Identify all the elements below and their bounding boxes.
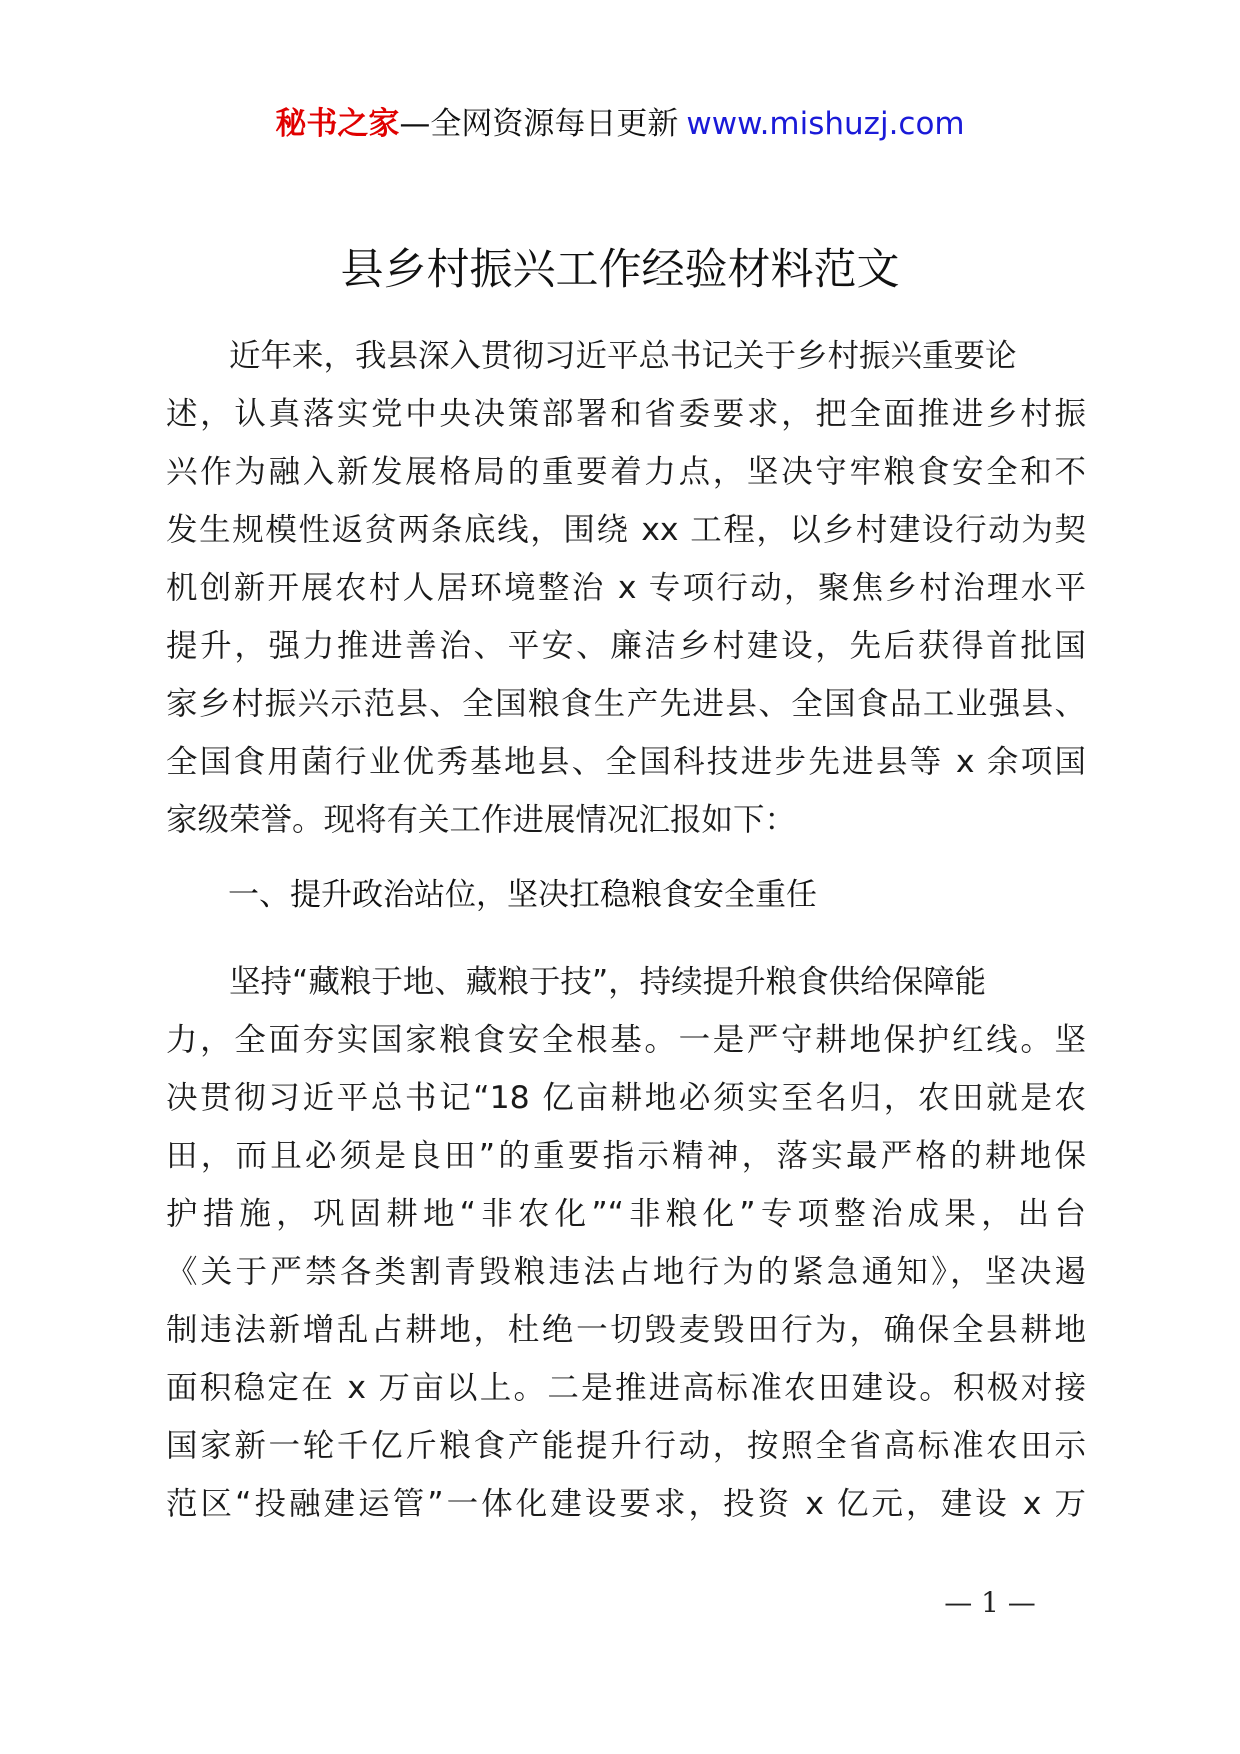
paragraph-line: 近年来，我县深入贯彻习近平总书记关于乡村振兴重要论: [229, 338, 1017, 374]
paragraph-line: 国家新一轮千亿斤粮食产能提升行动，按照全省高标准农田示: [166, 1428, 1086, 1464]
paragraph-line: 坚持“藏粮于地、藏粮于技”，持续提升粮食供给保障能: [229, 964, 987, 1000]
paragraph-line: 述，认真落实党中央决策部署和省委要求，把全面推进乡村振: [166, 396, 1086, 432]
site-header: [0, 100, 1240, 148]
paragraph-line: 护措施，巩固耕地“非农化”“非粮化”专项整治成果，出台: [166, 1196, 1086, 1232]
paragraph-line: 田，而且必须是良田”的重要指示精神，落实最严格的耕地保: [166, 1138, 1086, 1174]
paragraph-line: 全国食用菌行业优秀基地县、全国科技进步先进县等 x 余项国: [166, 744, 1086, 780]
paragraph-line: 制违法新增乱占耕地，杜绝一切毁麦毁田行为，确保全县耕地: [166, 1312, 1086, 1348]
paragraph-line: 兴作为融入新发展格局的重要着力点，坚决守牢粮食安全和不: [166, 454, 1086, 490]
paragraph-line: 提升，强力推进善治、平安、廉洁乡村建设，先后获得首批国: [166, 628, 1086, 664]
paragraph-line: 决贯彻习近平总书记“18 亿亩耕地必须实至名归，农田就是农: [166, 1080, 1086, 1116]
site-url-link[interactable]: www.mishuzj.com: [686, 106, 965, 142]
paragraph-line: 机创新开展农村人居环境整治 x 专项行动，聚焦乡村治理水平: [166, 570, 1086, 606]
page-number: — 1 —: [944, 1586, 1036, 1619]
paragraph-line: 发生规模性返贫两条底线，围绕 xx 工程，以乡村建设行动为契: [166, 512, 1086, 548]
paragraph-line: 力，全面夯实国家粮食安全根基。一是严守耕地保护红线。坚: [166, 1022, 1086, 1058]
paragraph-line: 面积稳定在 x 万亩以上。二是推进高标准农田建设。积极对接: [166, 1370, 1086, 1406]
paragraph-line: 家乡村振兴示范县、全国粮食生产先进县、全国食品工业强县、: [166, 686, 1086, 722]
paragraph-line: 家级荣誉。现将有关工作进展情况汇报如下：: [166, 802, 797, 838]
section-heading: 一、提升政治站位，坚决扛稳粮食安全重任: [228, 877, 817, 913]
document-title: 县乡村振兴工作经验材料范文: [340, 245, 900, 295]
header-tagline: —全网资源每日更新: [399, 106, 679, 142]
paragraph-line: 《关于严禁各类割青毁粮违法占地行为的紧急通知》，坚决遏: [166, 1254, 1086, 1290]
brand-name: 秘书之家: [275, 106, 400, 142]
paragraph-line: 范区“投融建运管”一体化建设要求，投资 x 亿元，建设 x 万: [166, 1486, 1086, 1522]
intro-paragraph: [166, 327, 1086, 849]
section-paragraph: [166, 953, 1086, 1533]
